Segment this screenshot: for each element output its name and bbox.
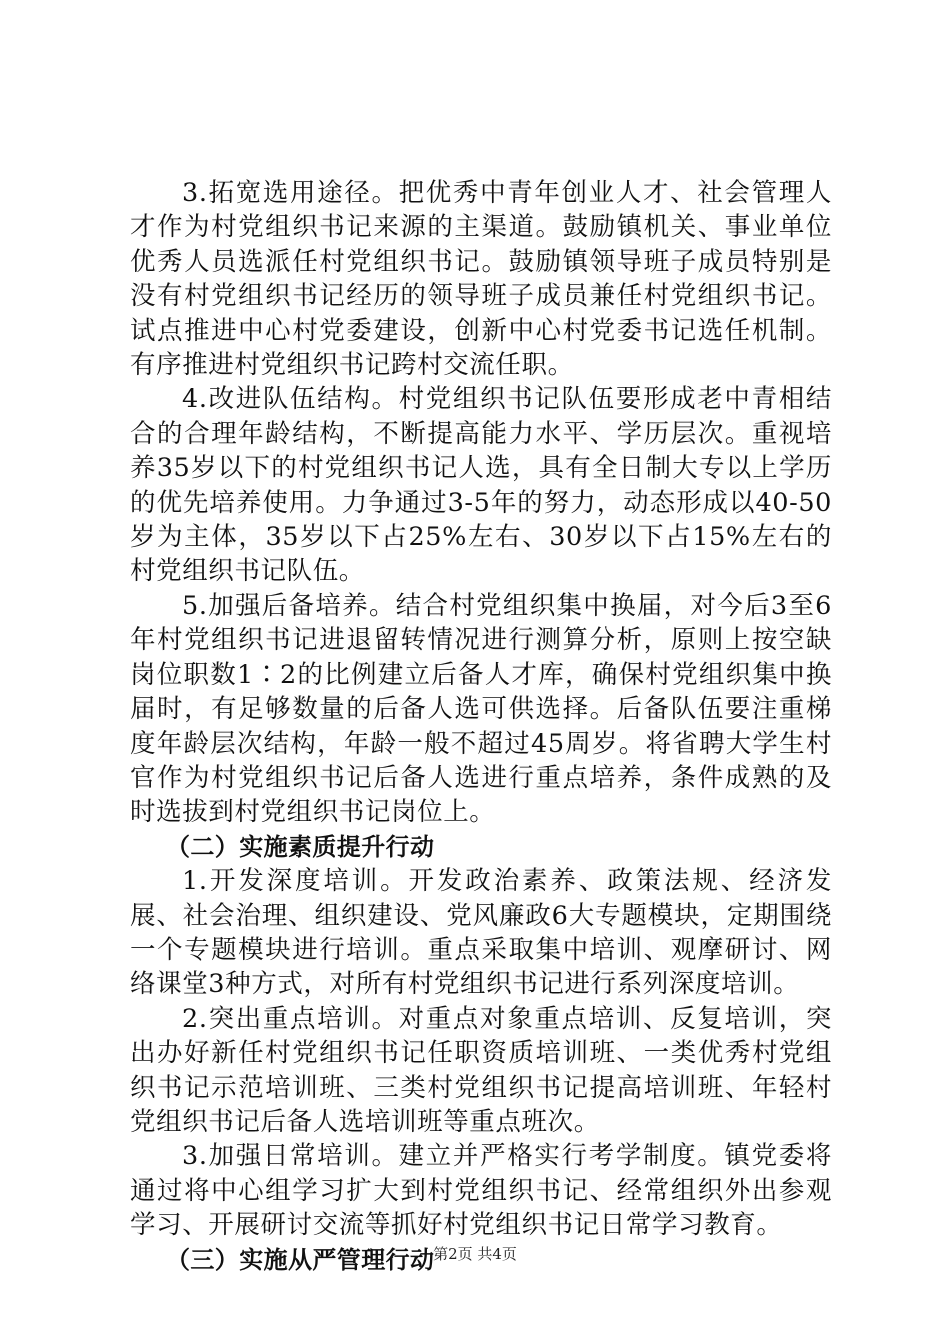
paragraph-broaden-selection: 3.拓宽选用途径。把优秀中青年创业人才、社会管理人才作为村党组织书记来源的主渠道。鼓励镇机关、事业单位优秀人员选派任村党组织书记。鼓励镇领导班子成员特别是没有村党组织书记经历的领导班子成员兼任村党组织书记。试点推进中心村党委建设，创新中心村党委书记选任机制。有序推进村党组织书记跨村交流任职。 — [130, 178, 832, 381]
paragraph-key-training: 2.突出重点培训。对重点对象重点培训、反复培训，突出办好新任村党组织书记任职资质培训班、一类优秀村党组织书记示范培训班、三类村党组织书记提高培训班、年轻村党组织书记后备人选培训班等重点班次。 — [130, 1003, 832, 1137]
paragraph-improve-structure: 4.改进队伍结构。村党组织书记队伍要形成老中青相结合的合理年龄结构，不断提高能力水平、学历层次。重视培养35岁以下的村党组织书记人选，具有全日制大专以上学历的优先培养使用。力争通过3-5年的努力，动态形成以40-50岁为主体，35岁以下占25%左右、30岁以下占15%左右的村党组织书记队伍。 — [130, 384, 832, 587]
paragraph-deep-training: 1.开发深度培训。开发政治素养、政策法规、经济发展、社会治理、组织建设、党风廉政6大专题模块，定期围绕一个专题模块进行培训。重点采取集中培训、观摩研讨、网络课堂3种方式，对所有村党组织书记进行系列深度培训。 — [130, 866, 832, 1000]
page-footer: 第2页 共4页 — [433, 1245, 517, 1263]
section-heading-management: （三）实施从严管理行动 — [166, 1245, 435, 1274]
section-heading-quality: （二）实施素质提升行动 — [166, 832, 435, 861]
paragraph-reserve-training: 5.加强后备培养。结合村党组织集中换届，对今后3至6年村党组织书记进退留转情况进行测算分析，原则上按空缺岗位职数1∶2的比例建立后备人才库，确保村党组织集中换届时，有足够数量的后备人选可供选择。后备队伍要注重梯度年龄层次结构，年龄一般不超过45周岁。将省聘大学生村官作为村党组织书记后备人选进行重点培养，条件成熟的及时选拔到村党组织书记岗位上。 — [130, 590, 832, 828]
document-body — [130, 176, 832, 1277]
paragraph-daily-training: 3.加强日常培训。建立并严格实行考学制度。镇党委将通过将中心组学习扩大到村党组织书记、经常组织外出参观学习、开展研讨交流等抓好村党组织书记日常学习教育。 — [130, 1141, 832, 1241]
